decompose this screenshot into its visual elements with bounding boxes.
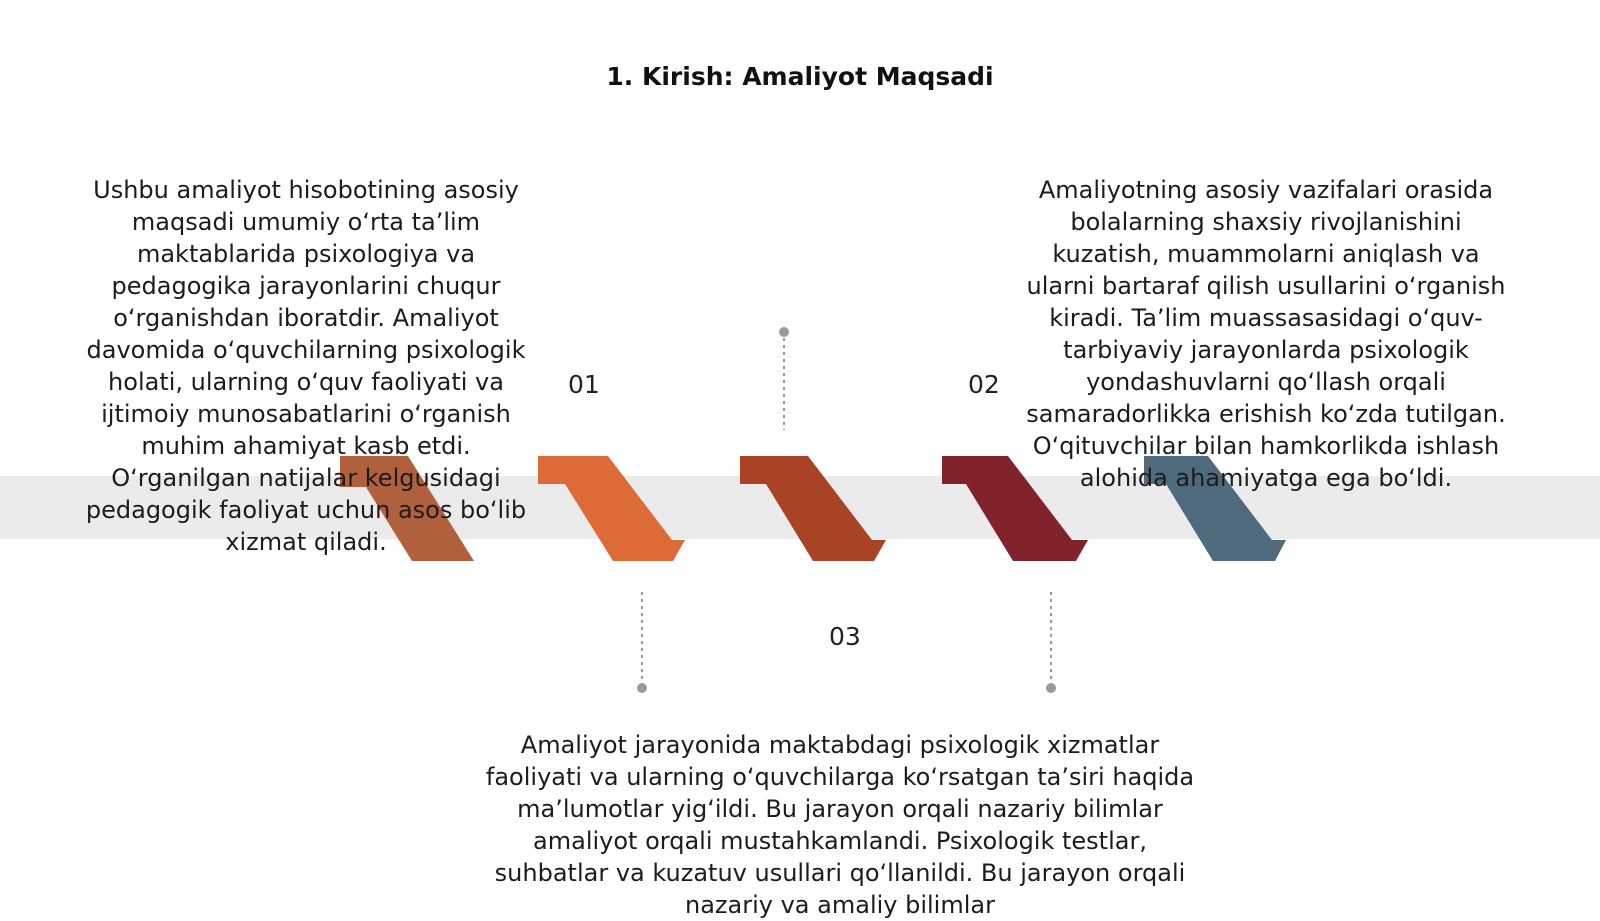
step-number-01: 01 xyxy=(568,370,600,399)
chevron-2 xyxy=(538,456,685,561)
chevron-3 xyxy=(740,456,886,561)
slide-title: 1. Kirish: Amaliyot Maqsadi xyxy=(606,62,994,91)
connector-step-02 xyxy=(637,592,647,693)
step-text-02: Amaliyotning asosiy vazifalari orasida bolalarning shaxsiy rivojlanishini kuzatish, muammolarni aniqlash va ularni bartaraf qilish usullarini o‘rganish kiradi. Ta’lim muassasasidagi o‘quv-tarbiyaviy jarayonlarda psixologik yondashuvlarni qo‘llash orqali samaradorlikka erishish ko‘zda tutilgan. O‘qituvchilar bilan hamkorlikda ishlash alohida ahamiyatga ega bo‘ldi. xyxy=(1026,176,1506,492)
step-text-03: Amaliyot jarayonida maktabdagi psixologik xizmatlar faoliyati va ularning o‘quvchilarga ko‘rsatgan ta’siri haqida ma’lumotlar yig‘ildi. Bu jarayon orqali nazariy bilimlar amaliyot orqali mustahkamlandi. Psixologik testlar, suhbatlar va kuzatuv usullari qo‘llanildi. Bu jarayon orqali nazariy va amaliy bilimlar xyxy=(485,731,1195,919)
connector-dot xyxy=(779,327,789,337)
connector-step-03 xyxy=(1046,592,1056,693)
step-text-01: Ushbu amaliyot hisobotining asosiy maqsadi umumiy o‘rta ta’lim maktablarida psixologiya va pedagogika jarayonlarini chuqur o‘rganishdan iboratdir. Amaliyot davomida o‘quvchilarning psixologik holati, ularning o‘quv faoliyati va ijtimoiy munosabatlarini o‘rganish muhim ahamiyat kasb etdi. O‘rganilgan natijalar kelgusidagi pedagogik faoliyat uchun asos bo‘lib xizmat qiladi. xyxy=(85,176,527,556)
connector-step-01 xyxy=(779,327,789,430)
connector-dot xyxy=(1046,683,1056,693)
connector-dot xyxy=(637,683,647,693)
step-number-02: 02 xyxy=(968,370,1000,399)
step-number-03: 03 xyxy=(829,622,861,651)
